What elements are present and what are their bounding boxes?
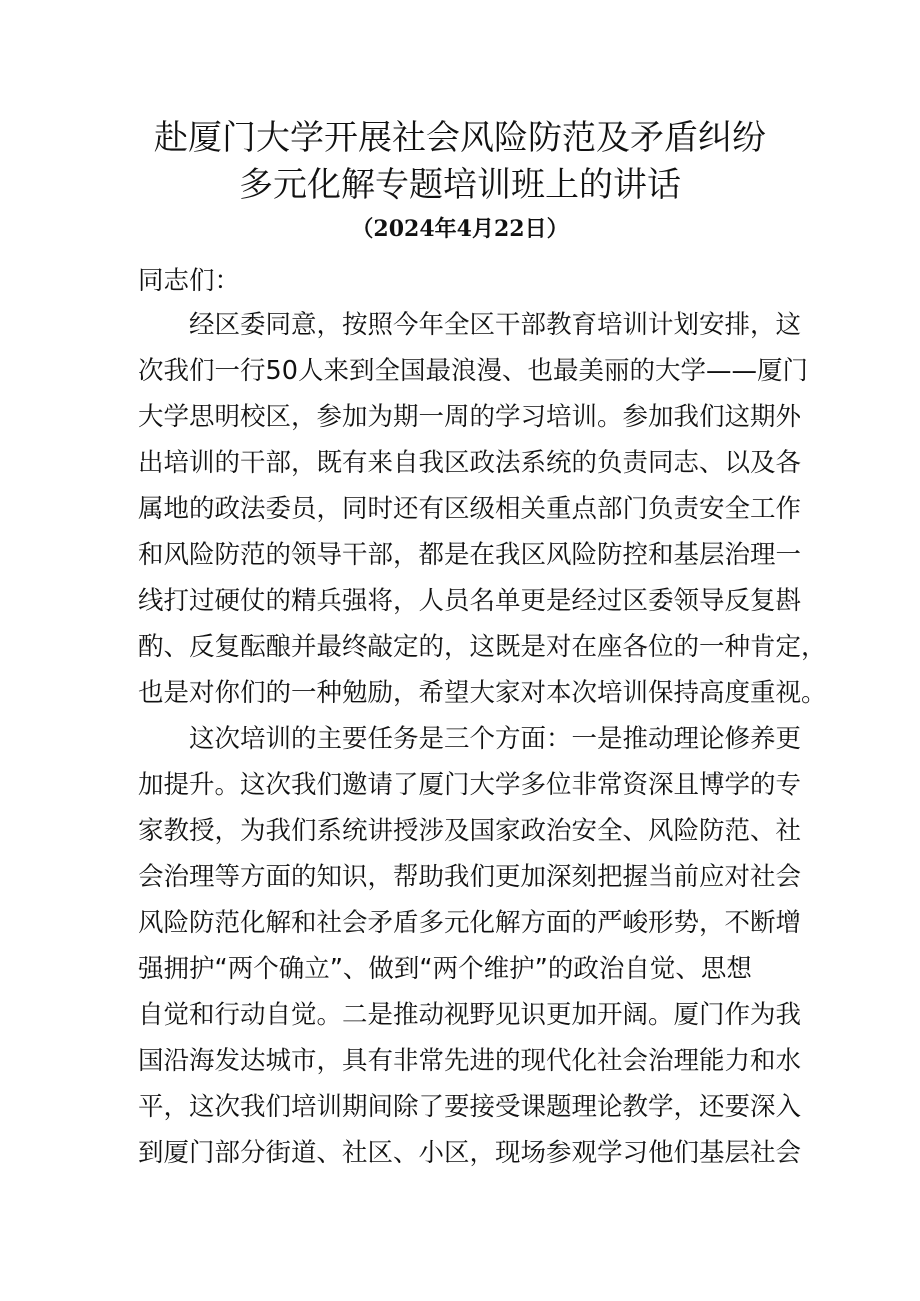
- paragraph-2-line: 强拥护“两个确立”、做到“两个维护”的政治自觉、思想: [138, 954, 752, 984]
- document-date: （2024年4月22日）: [351, 216, 569, 242]
- salutation: 同志们：: [138, 266, 241, 296]
- paragraph-2-line: 会治理等方面的知识，帮助我们更加深刻把握当前应对社会: [138, 862, 802, 892]
- paragraph-1-line: 属地的政法委员，同时还有区级相关重点部门负责安全工作: [138, 494, 802, 524]
- paragraph-1-line: 酌、反复酝酿并最终敲定的，这既是对在座各位的一种肯定，: [138, 632, 827, 662]
- paragraph-1-line: 大学思明校区，参加为期一周的学习培训。参加我们这期外: [138, 402, 802, 432]
- paragraph-2-line: 加提升。这次我们邀请了厦门大学多位非常资深且博学的专: [138, 770, 802, 800]
- paragraph-2-line: 家教授，为我们系统讲授涉及国家政治安全、风险防范、社: [138, 816, 802, 846]
- paragraph-2-line: 国沿海发达城市，具有非常先进的现代化社会治理能力和水: [138, 1046, 802, 1076]
- paragraph-1-line: 线打过硬仗的精兵强将，人员名单更是经过区委领导反复斟: [138, 586, 802, 616]
- paragraph-2-line: 风险防范化解和社会矛盾多元化解方面的严峻形势，不断增: [138, 908, 802, 938]
- paragraph-1-line: 经区委同意，按照今年全区干部教育培训计划安排，这: [189, 310, 802, 340]
- paragraph-1-line: 和风险防范的领导干部，都是在我区风险防控和基层治理一: [138, 540, 802, 570]
- paragraph-2-line: 到厦门部分街道、社区、小区，现场参观学习他们基层社会: [138, 1138, 802, 1168]
- document-title-line-1: 赴厦门大学开展社会风险防范及矛盾纠纷: [154, 118, 766, 158]
- paragraph-2-line: 自觉和行动自觉。二是推动视野见识更加开阔。厦门作为我: [138, 1000, 802, 1030]
- paragraph-2-line: 平，这次我们培训期间除了要接受课题理论教学，还要深入: [138, 1092, 802, 1122]
- paragraph-1-line: 次我们一行50人来到全国最浪漫、也最美丽的大学——厦门: [138, 356, 808, 386]
- document-title-line-2: 多元化解专题培训班上的讲话: [239, 165, 681, 205]
- paragraph-1-line: 也是对你们的一种勉励，希望大家对本次培训保持高度重视。: [138, 678, 827, 708]
- paragraph-1-line: 出培训的干部，既有来自我区政法系统的负责同志、以及各: [138, 448, 802, 478]
- paragraph-2-line: 这次培训的主要任务是三个方面：一是推动理论修养更: [189, 724, 802, 754]
